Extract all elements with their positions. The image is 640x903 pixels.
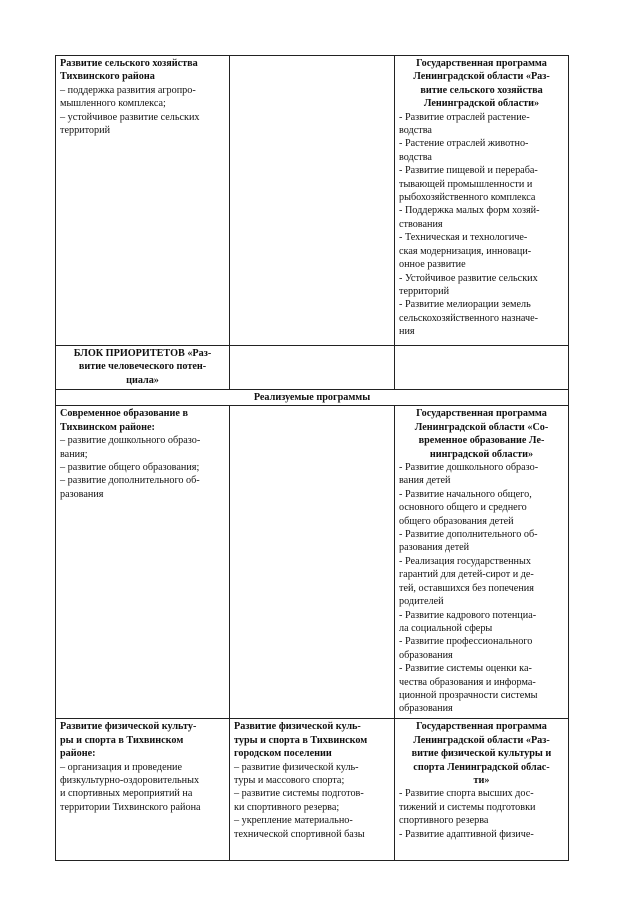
cell-text-line: мышленного комплекса;: [60, 98, 166, 110]
cell-text-line: - Реализация государственных: [399, 555, 531, 567]
cell-text-line: - Развитие пищевой и перераба-: [399, 165, 538, 177]
cell-heading-line: Тихвинском районе:: [60, 421, 155, 433]
cell-text-line: рыбохозяйственного комплекса: [399, 192, 536, 204]
cell-heading-line: нинградской области»: [429, 448, 534, 460]
cell-text-line: ствования: [399, 218, 443, 230]
section-title: Реализуемые программы: [56, 390, 569, 406]
programs-table-body: [56, 56, 569, 861]
table-cell-col1: [56, 719, 230, 861]
table-cell-col2: [230, 56, 395, 346]
programs-table: [55, 55, 569, 861]
cell-text-line: - Техническая и технологиче-: [399, 232, 528, 244]
cell-text-line: тей, оставшихся без попечения: [399, 582, 534, 594]
cell-heading-line: ры и спорта в Тихвинском: [60, 734, 184, 746]
cell-heading-line: Современное образование в: [60, 408, 188, 420]
cell-text-line: основного общего и среднего: [399, 502, 527, 514]
cell-text-line: – развитие дошкольного образо-: [60, 435, 201, 447]
cell-text-line: туры и массового спорта;: [234, 775, 345, 787]
cell-text-line: - Развитие отраслей растение-: [399, 111, 530, 123]
cell-heading-line: витие сельского хозяйства: [420, 84, 543, 96]
cell-text-line: – развитие общего образования;: [60, 462, 200, 474]
cell-text-line: вания;: [60, 448, 88, 460]
cell-text-line: - Развитие кадрового потенциа-: [399, 609, 537, 621]
cell-text-line: - Развитие профессионального: [399, 636, 533, 648]
cell-text-line: - Развитие системы оценки ка-: [399, 663, 532, 675]
cell-heading-line: временное образование Ле-: [418, 435, 545, 447]
cell-text-line: тывающей промышленности и: [399, 178, 533, 190]
cell-text-line: территорий: [399, 285, 450, 297]
cell-heading-line: витие физической культуры и: [411, 748, 552, 760]
cell-text-line: – поддержка развития агропро-: [60, 84, 196, 96]
cell-text-line: - Развитие дошкольного образо-: [399, 462, 539, 474]
cell-text-line: спортивного резерва: [399, 815, 489, 827]
cell-text-line: водства: [399, 151, 432, 163]
cell-text-line: родителей: [399, 596, 444, 608]
cell-text-line: - Развитие дополнительного об-: [399, 529, 538, 541]
table-cell-col3: [395, 56, 569, 346]
cell-heading-line: БЛОК ПРИОРИТЕТОВ «Раз-: [73, 348, 212, 359]
cell-heading-line: спорта Ленинградской облас-: [413, 761, 550, 773]
cell-heading-line: Ленинградской области «Раз-: [413, 71, 550, 83]
cell-heading-line: витие человеческого потен-: [78, 361, 207, 373]
cell-text-line: – развитие физической куль-: [234, 761, 359, 773]
cell-heading-line: Тихвинского района: [60, 71, 155, 83]
cell-heading-line: Развитие физической культу-: [60, 721, 197, 733]
cell-text-line: ния: [399, 326, 415, 338]
cell-text-line: - Развитие мелиорации земель: [399, 299, 531, 311]
table-cell-col3: [395, 346, 569, 390]
cell-heading-line: городском поселении: [234, 748, 332, 760]
cell-text-line: - Развитие начального общего,: [399, 488, 532, 500]
cell-text-line: физкультурно-оздоровительных: [60, 775, 200, 787]
table-cell-col3: [395, 719, 569, 861]
cell-text-line: и спортивных мероприятий на: [60, 788, 193, 800]
cell-text-line: – организация и проведение: [60, 761, 183, 773]
table-cell-col1: [56, 406, 230, 719]
table-cell-col1: [56, 346, 230, 390]
cell-text-line: общего образования детей: [399, 515, 514, 527]
cell-text-line: - Устойчивое развитие сельских: [399, 272, 538, 284]
cell-heading-line: Ленинградской области»: [423, 98, 540, 110]
cell-heading-line: Развитие физической куль-: [234, 721, 361, 733]
cell-heading-line: Государственная программа: [416, 408, 547, 420]
cell-text-line: технической спортивной базы: [234, 828, 365, 840]
cell-text-line: водства: [399, 125, 432, 137]
cell-text-line: территорий: [60, 125, 111, 137]
cell-text-line: - Поддержка малых форм хозяй-: [399, 205, 540, 217]
cell-text-line: ки спортивного резерва;: [234, 801, 340, 813]
cell-text-line: – развитие системы подготов-: [234, 788, 364, 800]
cell-heading-line: туры и спорта в Тихвинском: [234, 734, 368, 746]
table-cell-col2: [230, 346, 395, 390]
cell-heading-line: Ленинградской области «Со-: [414, 421, 549, 433]
cell-heading-line: районе:: [60, 748, 96, 760]
cell-heading-line: Государственная программа: [416, 58, 547, 69]
cell-text-line: образования: [399, 649, 453, 661]
table-row: [56, 719, 569, 861]
cell-text-line: гарантий для детей-сирот и де-: [399, 569, 534, 581]
cell-text-line: тижений и системы подготовки: [399, 801, 536, 813]
section-header-row: [56, 390, 569, 406]
cell-text-line: – укрепление материально-: [234, 815, 353, 827]
cell-text-line: онное развитие: [399, 259, 466, 271]
cell-text-line: ская модернизация, инноваци-: [399, 245, 532, 257]
cell-text-line: ла социальной сферы: [399, 622, 493, 634]
table-row: [56, 406, 569, 719]
cell-text-line: - Развитие адаптивной физиче-: [399, 828, 534, 840]
cell-text-line: ционной прозрачности системы: [399, 689, 538, 701]
cell-text-line: – развитие дополнительного об-: [60, 475, 200, 487]
cell-text-line: разования детей: [399, 542, 470, 554]
table-row: [56, 56, 569, 346]
cell-heading-line: Развитие сельского хозяйства: [60, 58, 198, 69]
table-cell-col1: [56, 56, 230, 346]
cell-heading-line: Ленинградской области «Раз-: [413, 734, 550, 746]
table-row: [56, 346, 569, 390]
cell-text-line: чества образования и информа-: [399, 676, 536, 688]
cell-text-line: разования: [60, 488, 104, 500]
cell-text-line: - Развитие спорта высших дос-: [399, 788, 534, 800]
cell-text-line: вания детей: [399, 475, 451, 487]
cell-text-line: сельскохозяйственного назначе-: [399, 312, 539, 324]
cell-heading-line: Государственная программа: [416, 721, 547, 733]
cell-heading-line: циала»: [126, 374, 159, 386]
cell-text-line: образования: [399, 703, 453, 715]
cell-text-line: – устойчивое развитие сельских: [60, 111, 200, 123]
table-cell-col3: [395, 406, 569, 719]
table-cell-col2: [230, 719, 395, 861]
cell-heading-line: ти»: [473, 775, 490, 787]
table-cell-col2: [230, 406, 395, 719]
cell-text-line: территории Тихвинского района: [60, 801, 201, 813]
cell-text-line: - Растение отраслей животно-: [399, 138, 529, 150]
